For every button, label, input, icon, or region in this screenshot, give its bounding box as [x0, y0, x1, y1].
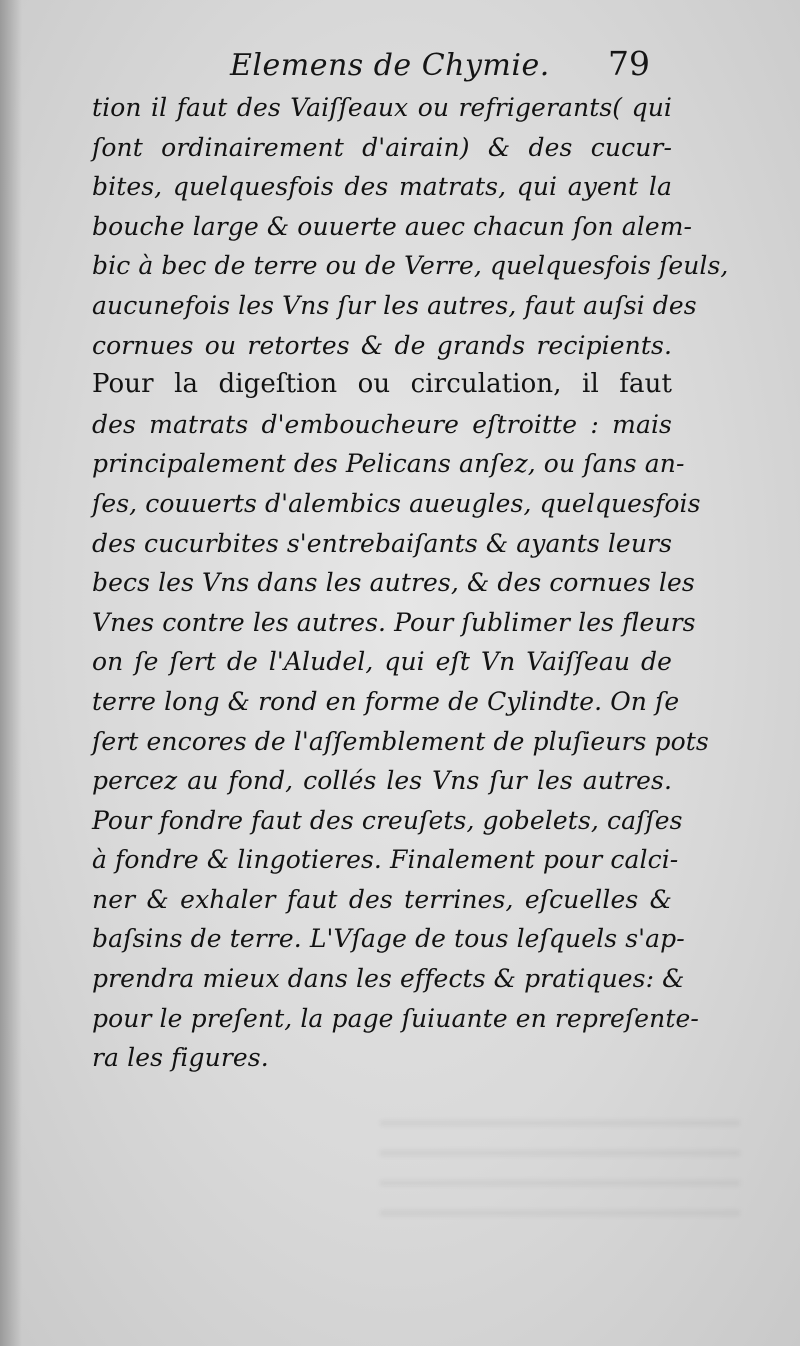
- text-line: ſert encores de l'aſſemblement de pluſieurs pots: [92, 726, 709, 756]
- text-line: cornues ou retortes & de grands recipients.: [92, 330, 672, 360]
- text-line: bites, quelquesfois des matrats, qui ayent la: [92, 172, 672, 202]
- text-line: becs les Vns dans les autres, & des cornues les: [92, 568, 695, 598]
- text-line: aucunefois les Vns ſur les autres, faut auſsi des: [92, 290, 697, 320]
- text-line: terre long & rond en forme de Cylindte. On ſe: [92, 686, 680, 716]
- text-line: tion il faut des Vaiſſeaux ou refrigerants( qui: [92, 93, 672, 122]
- text-line: principalement des Pelicans anſez, ou ſans an-: [92, 449, 685, 479]
- text-line: des matrats d'emboucheure eſtroitte : mais: [92, 409, 672, 439]
- body-text: [92, 88, 729, 1078]
- text-line: ſont ordinairement d'airain) & des cucur-: [92, 132, 672, 162]
- text-line: on ſe ſert de l'Aludel, qui eſt Vn Vaiſſeau de: [92, 647, 672, 677]
- text-line: percez au fond, collés les Vns ſur les autres.: [92, 766, 672, 796]
- text-line: Pour la digeſtion ou circulation, il faut: [92, 369, 672, 400]
- text-line: baſsins de terre. L'Vſage de tous leſquels s'ap-: [92, 924, 685, 954]
- text-line: prendra mieux dans les effects & pratiques: &: [92, 964, 685, 994]
- text-line: Vnes contre les autres. Pour ſublimer les fleurs: [92, 607, 696, 637]
- text-line: ra les figures.: [92, 1043, 269, 1073]
- running-title: Elemens de Chymie.: [230, 48, 550, 83]
- text-line: pour le preſent, la page ſuiuante en repreſente-: [92, 1003, 699, 1033]
- gutter-shadow: [0, 0, 22, 1346]
- page-number: 79: [608, 44, 650, 83]
- text-line: Pour fondre faut des creuſets, gobelets, caſſes: [92, 805, 683, 835]
- show-through-bleed: [380, 1120, 740, 1240]
- text-line: à fondre & lingotieres. Finalement pour calci-: [92, 845, 679, 875]
- text-line: bic à bec de terre ou de Verre, quelquesfois ſeuls,: [92, 251, 729, 281]
- text-line: ner & exhaler faut des terrines, eſcuelles &: [92, 884, 672, 914]
- text-line: bouche large & ouuerte auec chacun ſon alem-: [92, 211, 693, 241]
- text-line: ſes, couuerts d'alembics aueugles, quelquesfois: [92, 488, 701, 518]
- text-line: des cucurbites s'entrebaiſants & ayants leurs: [92, 528, 672, 558]
